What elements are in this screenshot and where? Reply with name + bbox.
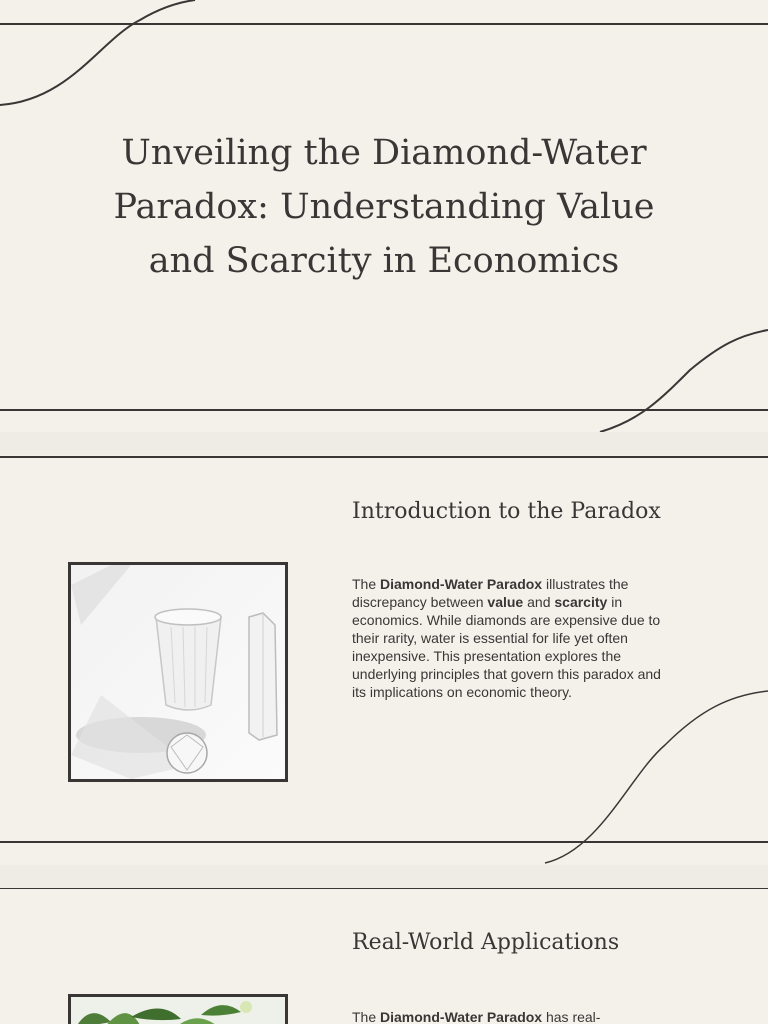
glass-diamond-illustration (71, 565, 285, 779)
slide-3-real-world-applications (0, 888, 768, 1024)
body-segment: The (352, 576, 381, 592)
term-value: value (487, 594, 524, 610)
plant-photo (68, 994, 288, 1024)
body-segment: The (352, 1009, 381, 1024)
body-segment: and (523, 594, 555, 610)
slide-body-text (352, 575, 672, 701)
body-segment: illustrates the discrepancy between (352, 576, 629, 610)
term-scarcity: scarcity (554, 594, 608, 610)
slide-heading: Real-World Applications (352, 930, 620, 955)
body-segment: in economics. While diamonds are expensive due to their rarity, water is essential for life yet often inexpensive. This presentation explores the underlying principles that govern this paradox and its implications on economic theory. (352, 594, 661, 700)
plant-illustration (71, 997, 285, 1024)
term-diamond-water-paradox: Diamond-Water Paradox (380, 576, 543, 592)
term-diamond-water-paradox: Diamond-Water Paradox (380, 1009, 543, 1024)
slide-2-introduction (0, 455, 768, 865)
body-segment: has real- (542, 1009, 601, 1024)
glass-and-diamond-photo (68, 562, 288, 782)
slide-title: Unveiling the Diamond-Water Paradox: Understanding Value and Scarcity in Economics (113, 133, 655, 281)
slide-1-title (0, 0, 768, 432)
slide-heading: Introduction to the Paradox (352, 499, 661, 524)
slide-body-text (352, 1008, 672, 1024)
